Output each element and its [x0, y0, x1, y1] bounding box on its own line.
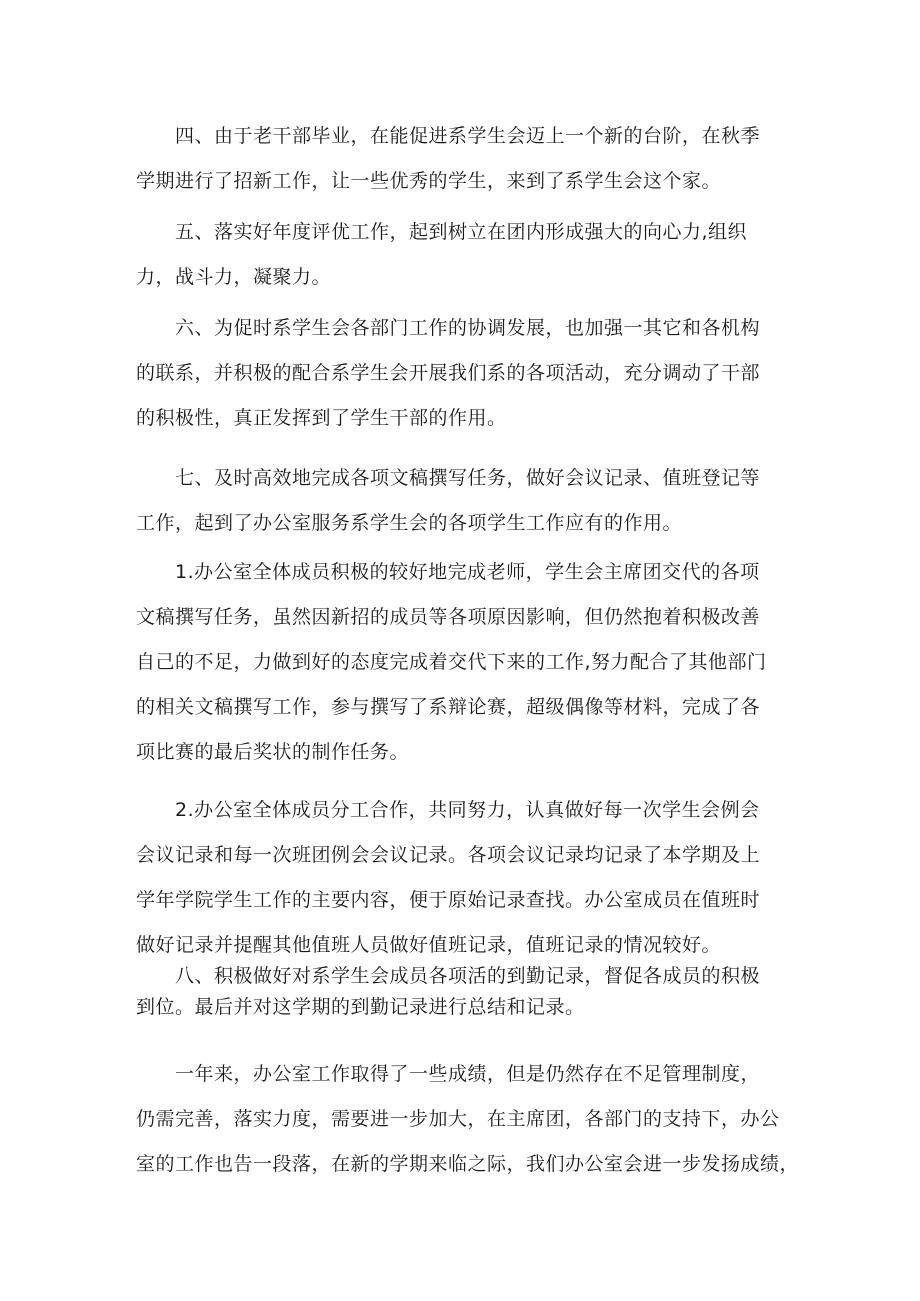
text-line: 的相关文稿撰写工作，参与撰写了系辩论赛，超级偶像等材料，完成了各 — [136, 696, 761, 718]
text-line: 的积极性，真正发挥到了学生干部的作用。 — [136, 407, 507, 429]
text-line: 2.办公室全体成员分工合作，共同努力，认真做好每一次学生会例会 — [136, 799, 760, 821]
paragraph-4 — [136, 114, 788, 204]
text-line: 会议记录和每一次班团例会会议记录。各项会议记录均记录了本学期及上 — [136, 844, 761, 866]
text-line: 七、及时高效地完成各项文稿撰写任务，做好会议记录、值班登记等 — [136, 467, 761, 489]
text-line: 到位。最后并对这学期的到勤记录进行总结和记录。 — [136, 996, 585, 1018]
paragraph-8 — [136, 961, 788, 1023]
text-line: 仍需完善，落实力度，需要进一步加大，在主席团，各部门的支持下，办公 — [136, 1108, 780, 1130]
text-line: 学年学院学生工作的主要内容，便于原始记录查找。办公室成员在值班时 — [136, 889, 761, 911]
paragraph-6 — [136, 306, 788, 441]
text-line: 的联系，并积极的配合系学生会开展我们系的各项活动，充分调动了干部 — [136, 362, 761, 384]
text-line: 八、积极做好对系学生会成员各项活的到勤记录，督促各成员的积极 — [136, 965, 761, 987]
text-line: 1.办公室全体成员积极的较好地完成老师，学生会主席团交代的各项 — [136, 561, 760, 583]
paragraph-summary — [136, 1052, 800, 1187]
paragraph-7 — [136, 456, 788, 546]
text-line: 室的工作也告一段落，在新的学期来临之际，我们办公室会进一步发扬成绩， — [136, 1153, 800, 1175]
text-line: 六、为促时系学生会各部门工作的协调发展，也加强一其它和各机构 — [136, 317, 761, 339]
text-line: 项比赛的最后奖状的制作任务。 — [136, 741, 410, 763]
text-line: 一年来，办公室工作取得了一些成绩，但是仍然存在不足管理制度， — [136, 1063, 761, 1085]
text-line: 工作，起到了办公室服务系学生会的各项学生工作应有的作用。 — [136, 512, 683, 534]
text-line: 自己的不足，力做到好的态度完成着交代下来的工作,努力配合了其他部门 — [136, 651, 767, 673]
text-line: 力，战斗力，凝聚力。 — [136, 266, 332, 288]
text-line: 做好记录并提醒其他值班人员做好值班记录，值班记录的情况较好。 — [136, 934, 722, 956]
text-line: 五、落实好年度评优工作，起到树立在团内形成强大的向心力,组织 — [136, 221, 748, 243]
text-line: 四、由于老干部毕业，在能促进系学生会迈上一个新的台阶，在秋季 — [136, 125, 761, 147]
text-line: 学期进行了招新工作，让一些优秀的学生，来到了系学生会这个家。 — [136, 170, 722, 192]
paragraph-item-2 — [136, 788, 788, 968]
text-line: 文稿撰写任务，虽然因新招的成员等各项原因影响，但仍然抱着积极改善 — [136, 606, 761, 628]
paragraph-5 — [136, 210, 788, 300]
paragraph-item-1 — [136, 550, 788, 775]
